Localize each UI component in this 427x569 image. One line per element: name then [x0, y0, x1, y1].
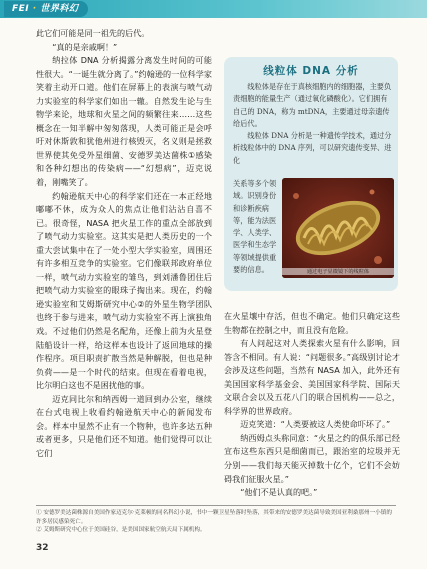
page-number: 32	[36, 543, 49, 553]
sidebar-paragraph: 线粒体 DNA 分析是一种遗传学技术，通过分析线粒体中的 DNA 序列，可以研究遗传变异、进化	[233, 131, 392, 165]
paragraph: 纳拉体 DNA 分析揭露分离发生时间的可能性很大。“一诞生就分离了。”约翰逊的一位科学家笑着主动开口道。他们在屏幕上的表演与喷气动力实验室的科学家们如出一辙。自然发生论与生物学来论，地球和火星之间的频繁往来……这些概念在一知半解中匆匆落现，人类可能正是会呼吁对休斯敦和犹他州进行核毁灭，名义则是拯救世界使其免受外星细菌、安德罗美达菌株①感染和各种幻想出的传染病——“幻想病”，迈克说着，刚嘴笑了。	[36, 55, 212, 188]
paragraph: 纳西姆点头称同意：“火星之约的俱乐部已经宣布这些东西只是细菌而已，跟治室的垃圾并无分别——我们每天能灭掉数十亿个，它们不会妨碍我们征服火星。”	[224, 432, 400, 484]
header-title: 世界科幻	[40, 4, 79, 14]
header-prefix: FEI	[12, 4, 30, 14]
paragraph: “真的是亲戚啊！”	[52, 41, 118, 52]
footnotes	[36, 509, 396, 535]
paragraph: 迈克同比尔和纳西姆一道回到办公室，继续在台式电视上收看约翰逊航天中心的新闻发布会。样本中显然不止有一个物种，也许多达五种或者更多，只是他们还不知道。他们觉得可以让它们	[36, 393, 212, 458]
sidebar-paragraph: 线粒体是存在于真核细胞内的细胞器，主要负责细胞的能量生产（通过氧化磷酸化）。它们拥有自己的 DNA，称为 mtDNA，主要通过母亲遗传给后代。	[233, 82, 392, 128]
paragraph: 约翰逊航天中心的科学家们还在一本正经地嘟嘟不休，成为众人的焦点让他们沾沾自喜不已。很奇怪，NASA 把火星工作的重点全部放到了喷气动力实验室。这其实是把人类历史的一个重大尝试集中在了一处小型大学实验室，周围还有许多相互竞争的实验室。它们像联邦政府单位一样，喷气动力实验室的雏鸟，到刘潘鲁团住后把喷气动力实验室的眼珠子掏出来。现在，约翰逊实验室和艾姆斯研究中心②的外星生物学团队也终于参与进来，喷气动力实验室不再上演独角戏。不过他们仍然是名配角，还像上前为火星登陆船设计一样，给这样本也设计了返回地球的操作程序。项目职责扩散当然是种解脱，但也是种负荷——是一个时代的结束。但现在看着电视，比尔明白这也不是困扰他的事。	[36, 190, 212, 391]
paragraph: 迈克笑道：“人类要被这人类使命吓坏了。”	[240, 419, 391, 430]
header-sep: ·	[29, 4, 41, 14]
footnote-divider	[36, 505, 396, 506]
sidebar-text	[233, 81, 393, 167]
sidebar-text-narrow: 关系等多个领域。识别身份和诊断疾病等，能为法医学、人类学、医学和生态学等领域提供重要的信息。	[233, 179, 277, 275]
footnote: ① 安德罗美达菌株源自美国作家迈克尔·克莱顿的同名科幻小说，书中一颗卫星坠落时坠落，其带来的安德罗美达菌导致美国亚利桑那州一小镇的许多居民感染死亡。	[36, 510, 392, 525]
paragraph: 在火星壤中存活，但也不确定。他们只确定这些生物都在控制之中，而且没有危险。	[224, 311, 400, 335]
paragraph: 有人问起这对人类探索火星有什么影响，回答含不相同。有人说：“问题很多。”高级别讨论才会涉及这些问题，当然有 NASA 加入，此外还有美国国家科学基金会、美国国家科学院、国际天文联合会以及五花八门的联合国机构——总之，科学界的世界政府。	[224, 338, 400, 416]
sidebar-title: 线粒体 DNA 分析	[263, 65, 359, 77]
paragraph: 此它们可能是同一祖先的后代。	[36, 28, 150, 38]
paragraph: “他们不是认真的吧。”	[240, 487, 318, 498]
mitochondria-illustration	[282, 178, 394, 278]
left-column	[36, 27, 212, 461]
right-column	[224, 310, 400, 500]
image-caption: 通过电子显微镜下的线粒体	[282, 268, 394, 275]
section-header	[4, 1, 88, 17]
footnote: ② 艾姆斯研究中心位于美国硅谷，是美国国家航空航天局下属机构。	[36, 527, 206, 534]
mitochondria-image	[282, 178, 394, 278]
